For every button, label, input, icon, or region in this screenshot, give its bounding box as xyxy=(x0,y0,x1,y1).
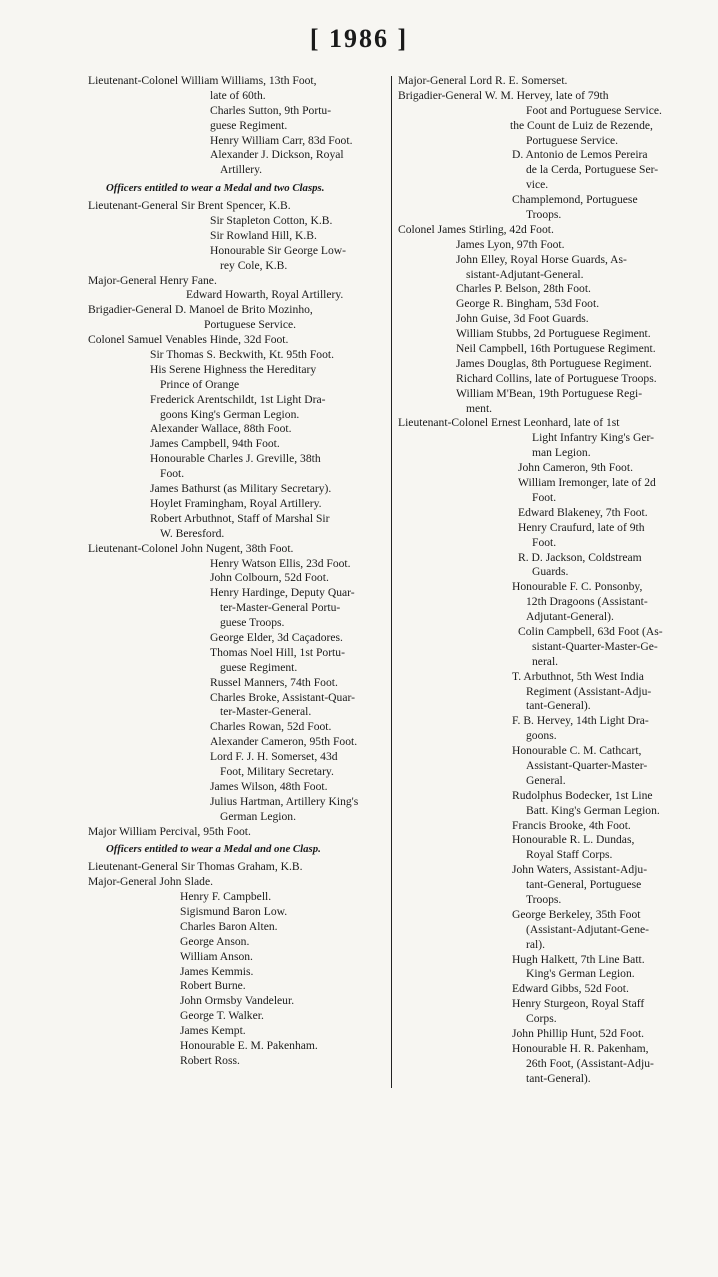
roster-line: Artillery. xyxy=(220,163,263,177)
roster-line: Brigadier-General D. Manoel de Brito Mozinho, xyxy=(88,303,313,317)
roster-line: John Cameron, 9th Foot. xyxy=(518,461,633,475)
roster-line: George Anson. xyxy=(180,934,250,948)
roster-line: ral). xyxy=(526,937,545,951)
roster-line: sistant-Quarter-Master-Ge- xyxy=(532,639,658,653)
roster-line: guese Regiment. xyxy=(220,660,298,674)
roster-line: Assistant-Quarter-Master- xyxy=(526,758,648,772)
roster-line: George T. Walker. xyxy=(180,1009,264,1023)
section-heading: Officers entitled to wear a Medal and two Clasps. xyxy=(106,182,325,195)
roster-line: German Legion. xyxy=(220,809,296,823)
roster-line: Charles Sutton, 9th Portu- xyxy=(210,103,332,117)
roster-line: Portuguese Service. xyxy=(526,133,619,147)
roster-line: vice. xyxy=(526,178,549,192)
roster-line: tant-General). xyxy=(526,699,591,713)
roster-line: tant-General). xyxy=(526,1071,591,1085)
roster-line: Honourable Charles J. Greville, 38th xyxy=(150,452,321,466)
roster-line: Lieutenant-General Sir Thomas Graham, K.B. xyxy=(88,860,303,874)
roster-line: George Berkeley, 35th Foot xyxy=(512,907,641,921)
roster-line: Thomas Noel Hill, 1st Portu- xyxy=(210,645,345,659)
roster-line: Brigadier-General W. M. Hervey, late of 79th xyxy=(398,88,609,102)
roster-line: Henry Craufurd, late of 9th xyxy=(518,520,645,534)
roster-line: ment. xyxy=(466,401,493,415)
roster-line: Lieutenant-Colonel Ernest Leonhard, late of 1st xyxy=(398,416,620,430)
roster-line: sistant-Adjutant-General. xyxy=(466,267,584,281)
roster-line: Henry Hardinge, Deputy Quar- xyxy=(210,586,355,600)
roster-line: Alexander Cameron, 95th Foot. xyxy=(210,735,358,749)
roster-line: Lieutenant-Colonel William Williams, 13th Foot, xyxy=(88,74,317,87)
roster-line: John Guise, 3d Foot Guards. xyxy=(456,312,589,326)
roster-line: tant-General, Portuguese xyxy=(526,878,642,892)
roster-line: Light Infantry King's Ger- xyxy=(532,431,654,445)
roster-line: Colonel Samuel Venables Hinde, 32d Foot. xyxy=(88,333,289,347)
roster-line: Henry Sturgeon, Royal Staff xyxy=(512,997,645,1011)
roster-line: Sir Stapleton Cotton, K.B. xyxy=(210,214,333,228)
roster-line: Henry William Carr, 83d Foot. xyxy=(210,133,353,147)
roster-line: Regiment (Assistant-Adju- xyxy=(526,684,652,698)
roster-line: Colonel James Stirling, 42d Foot. xyxy=(398,222,554,236)
roster-line: Adjutant-General). xyxy=(526,610,614,624)
page-number: [ 1986 ] xyxy=(309,24,409,53)
roster-line: Major-General Lord R. E. Somerset. xyxy=(398,74,568,87)
right-column xyxy=(398,74,702,1087)
roster-line: John Phillip Hunt, 52d Foot. xyxy=(512,1027,645,1040)
roster-line: Hoylet Framingham, Royal Artillery. xyxy=(150,496,322,510)
roster-line: Edward Gibbs, 52d Foot. xyxy=(512,982,629,996)
roster-line: Robert Arbuthnot, Staff of Marshal Sir xyxy=(150,511,330,525)
roster-line: late of 60th. xyxy=(210,88,266,102)
roster-line: Frederick Arentschildt, 1st Light Dra- xyxy=(150,392,326,406)
roster-line: Colin Campbell, 63d Foot (As- xyxy=(518,624,663,638)
roster-line: James Campbell, 94th Foot. xyxy=(150,437,280,451)
roster-line: T. Arbuthnot, 5th West India xyxy=(512,669,644,683)
roster-line: Honourable E. M. Pakenham. xyxy=(180,1039,318,1052)
roster-line: Honourable F. C. Ponsonby, xyxy=(512,580,643,594)
roster-line: Edward Howarth, Royal Artillery. xyxy=(186,288,344,302)
roster-line: King's German Legion. xyxy=(526,967,635,981)
roster-line: Sir Thomas S. Beckwith, Kt. 95th Foot. xyxy=(150,348,335,362)
roster-line: Portuguese Service. xyxy=(204,318,297,332)
roster-line: Royal Staff Corps. xyxy=(526,848,613,862)
roster-line: ter-Master-General. xyxy=(220,705,312,719)
roster-line: Rudolphus Bodecker, 1st Line xyxy=(512,788,653,802)
roster-line: Honourable R. L. Dundas, xyxy=(512,833,635,847)
roster-line: Major William Percival, 95th Foot. xyxy=(88,824,251,838)
roster-line: Guards. xyxy=(532,565,569,579)
roster-line: Richard Collins, late of Portuguese Troops. xyxy=(456,371,657,385)
roster-line: George R. Bingham, 53d Foot. xyxy=(456,297,600,311)
roster-line: His Serene Highness the Hereditary xyxy=(150,362,317,376)
roster-line: rey Cole, K.B. xyxy=(220,258,288,272)
roster-line: neral. xyxy=(532,654,559,668)
roster-line: Robert Ross. xyxy=(180,1053,240,1067)
roster-line: goons King's German Legion. xyxy=(160,407,300,421)
roster-line: ter-Master-General Portu- xyxy=(220,601,341,615)
roster-line: John Waters, Assistant-Adju- xyxy=(512,863,648,877)
roster-line: William Iremonger, late of 2d xyxy=(518,476,656,490)
roster-line: James Lyon, 97th Foot. xyxy=(456,237,565,251)
roster-line: John Colbourn, 52d Foot. xyxy=(210,571,329,585)
roster-line: de la Cerda, Portuguese Ser- xyxy=(526,163,659,177)
roster-line: Champlemond, Portuguese xyxy=(512,193,638,207)
roster-line: Neil Campbell, 16th Portuguese Regiment. xyxy=(456,342,656,356)
roster-line: Foot. xyxy=(160,467,185,481)
roster-line: William M'Bean, 19th Portuguese Regi- xyxy=(456,386,643,400)
roster-line: Alexander Wallace, 88th Foot. xyxy=(150,422,292,436)
roster-line: Julius Hartman, Artillery King's xyxy=(210,794,359,808)
roster-line: James Douglas, 8th Portuguese Regiment. xyxy=(456,356,652,370)
roster-line: James Bathurst (as Military Secretary). xyxy=(150,482,332,496)
roster-line: George Elder, 3d Caçadores. xyxy=(210,630,343,644)
roster-line: Prince of Orange xyxy=(160,377,240,391)
roster-line: 26th Foot, (Assistant-Adju- xyxy=(526,1056,654,1070)
roster-line: Major-General Henry Fane. xyxy=(88,273,217,287)
roster-line: Henry F. Campbell. xyxy=(180,890,272,904)
roster-line: Robert Burne. xyxy=(180,979,246,993)
roster-line: man Legion. xyxy=(532,446,591,460)
roster-line: F. B. Hervey, 14th Light Dra- xyxy=(512,714,649,728)
roster-line: Sir Rowland Hill, K.B. xyxy=(210,228,317,242)
roster-line: Charles Broke, Assistant-Quar- xyxy=(210,690,355,704)
roster-line: Edward Blakeney, 7th Foot. xyxy=(518,505,648,519)
roster-line: Henry Watson Ellis, 23d Foot. xyxy=(210,556,351,570)
roster-line: (Assistant-Adjutant-Gene- xyxy=(526,922,649,936)
roster-line: William Stubbs, 2d Portuguese Regiment. xyxy=(456,327,651,341)
roster-line: James Wilson, 48th Foot. xyxy=(210,779,328,793)
roster-line: Foot, Military Secretary. xyxy=(220,764,334,778)
roster-line: Honourable H. R. Pakenham, xyxy=(512,1041,649,1055)
roster-line: W. Beresford. xyxy=(160,526,225,540)
roster-line: Foot. xyxy=(532,535,557,549)
roster-line: R. D. Jackson, Coldstream xyxy=(518,550,642,564)
roster-line: Foot. xyxy=(532,490,557,504)
roster-line: Charles Baron Alten. xyxy=(180,919,278,933)
roster-line: 12th Dragoons (Assistant- xyxy=(526,595,648,609)
roster-line: Foot and Portuguese Service. xyxy=(526,103,662,117)
roster-line: goons. xyxy=(526,729,557,743)
left-column xyxy=(88,74,390,1069)
roster-line: Francis Brooke, 4th Foot. xyxy=(512,818,631,832)
roster-line: the Count de Luiz de Rezende, xyxy=(510,118,653,132)
roster-line: Sigismund Baron Low. xyxy=(180,904,288,918)
roster-line: Russel Manners, 74th Foot. xyxy=(210,675,338,689)
roster-line: D. Antonio de Lemos Pereira xyxy=(512,148,648,162)
roster-line: Lord F. J. H. Somerset, 43d xyxy=(210,750,338,764)
roster-line: Batt. King's German Legion. xyxy=(526,803,660,817)
roster-line: William Anson. xyxy=(180,949,253,963)
roster-line: Major-General John Slade. xyxy=(88,875,214,889)
column-divider xyxy=(391,76,392,1088)
roster-line: guese Regiment. xyxy=(210,118,288,132)
roster-line: Troops. xyxy=(526,208,562,222)
roster-line: Honourable C. M. Cathcart, xyxy=(512,744,642,758)
roster-line: Troops. xyxy=(526,892,562,906)
roster-line: Alexander J. Dickson, Royal xyxy=(210,148,344,162)
roster-line: General. xyxy=(526,773,566,787)
roster-line: guese Troops. xyxy=(220,616,285,630)
roster-line: Hugh Halkett, 7th Line Batt. xyxy=(512,952,645,966)
roster-line: Corps. xyxy=(526,1012,557,1026)
roster-line: Honourable Sir George Low- xyxy=(210,243,346,257)
roster-line: John Ormsby Vandeleur. xyxy=(180,994,295,1008)
roster-line: Charles P. Belson, 28th Foot. xyxy=(456,282,591,296)
section-heading: Officers entitled to wear a Medal and one Clasp. xyxy=(106,843,321,856)
roster-line: Charles Rowan, 52d Foot. xyxy=(210,720,332,734)
roster-line: James Kempt. xyxy=(180,1024,246,1038)
roster-line: John Elley, Royal Horse Guards, As- xyxy=(456,252,627,266)
roster-line: James Kemmis. xyxy=(180,964,254,978)
roster-line: Lieutenant-Colonel John Nugent, 38th Foot. xyxy=(88,541,294,555)
roster-line: Lieutenant-General Sir Brent Spencer, K.B. xyxy=(88,199,291,213)
